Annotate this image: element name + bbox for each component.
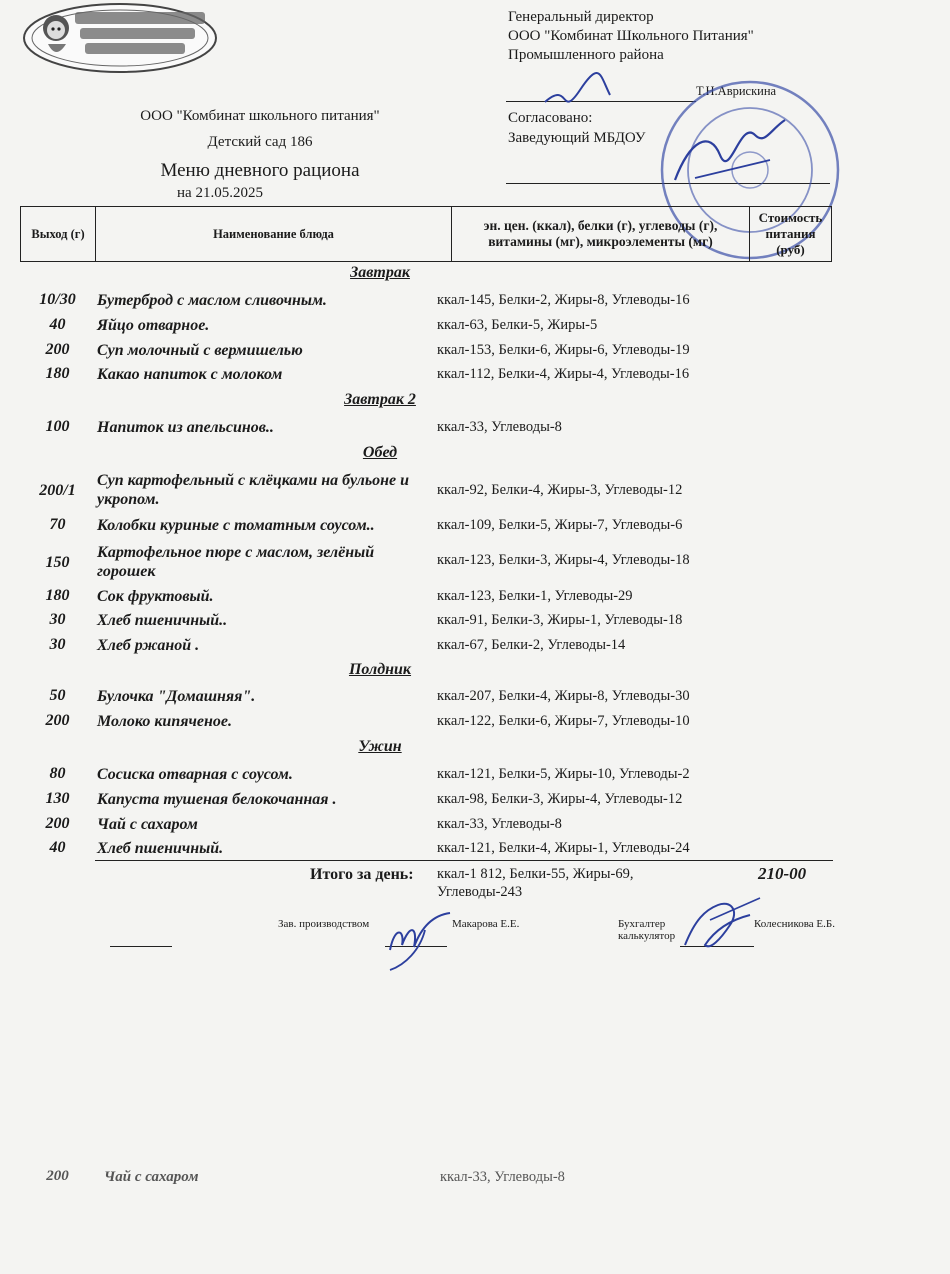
director-signature bbox=[540, 60, 800, 200]
item-output: 40 bbox=[49, 839, 66, 856]
item-nutrition: ккал-122, Белки-6, Жиры-7, Углеводы-10 bbox=[437, 713, 690, 729]
approve-line-2: ООО "Комбинат Школьного Питания" bbox=[508, 28, 754, 44]
item-name: Сок фруктовый. bbox=[97, 588, 214, 605]
header-cost: Стоимость питания (руб) bbox=[758, 210, 823, 257]
table-header bbox=[20, 206, 832, 262]
section-title: Полдник bbox=[348, 661, 412, 678]
item-name: Булочка "Домашняя". bbox=[97, 688, 256, 705]
ghost-output: 200 bbox=[46, 1168, 69, 1184]
item-name: Картофельное пюре с маслом, зелёный горошек bbox=[97, 544, 375, 580]
item-name: Суп молочный с вермишелью bbox=[97, 342, 303, 359]
kindergarten-name: Детский сад 186 bbox=[207, 134, 313, 150]
item-nutrition: ккал-145, Белки-2, Жиры-8, Углеводы-16 bbox=[437, 292, 690, 308]
item-nutrition: ккал-91, Белки-3, Жиры-1, Углеводы-18 bbox=[437, 612, 683, 628]
item-name: Хлеб пшеничный. bbox=[97, 840, 224, 857]
item-output: 200 bbox=[45, 815, 70, 832]
item-output: 100 bbox=[45, 418, 70, 435]
item-nutrition: ккал-207, Белки-4, Жиры-8, Углеводы-30 bbox=[437, 688, 690, 704]
section-title: Ужин bbox=[358, 738, 402, 755]
ghost-name: Чай с сахаром bbox=[104, 1169, 199, 1185]
section-title: Завтрак bbox=[350, 264, 410, 281]
item-name: Молоко кипяченое. bbox=[97, 713, 232, 730]
item-output: 200/1 bbox=[39, 482, 76, 499]
approval-block bbox=[508, 8, 754, 65]
item-nutrition: ккал-123, Белки-1, Углеводы-29 bbox=[437, 588, 633, 604]
item-name: Чай с сахаром bbox=[97, 816, 198, 833]
total-cost: 210-00 bbox=[758, 864, 807, 883]
item-output: 70 bbox=[49, 516, 66, 533]
item-nutrition: ккал-109, Белки-5, Жиры-7, Углеводы-6 bbox=[437, 517, 683, 533]
production-name: Макарова Е.Е. bbox=[452, 918, 520, 930]
item-name: Хлеб ржаной . bbox=[97, 637, 200, 654]
accountant-label bbox=[618, 918, 675, 942]
item-output: 180 bbox=[45, 365, 70, 382]
item-name: Бутерброд с маслом сливочным. bbox=[97, 292, 327, 309]
header-output: Выход (г) bbox=[21, 207, 96, 261]
item-name: Какао напиток с молоком bbox=[97, 366, 283, 383]
item-name: Колобки куриные с томатным соусом.. bbox=[97, 517, 375, 534]
item-name: Яйцо отварное. bbox=[97, 317, 210, 334]
item-nutrition: ккал-92, Белки-4, Жиры-3, Углеводы-12 bbox=[437, 482, 683, 498]
item-nutrition: ккал-123, Белки-3, Жиры-4, Углеводы-18 bbox=[437, 552, 690, 568]
item-name: Напиток из апельсинов.. bbox=[97, 419, 274, 436]
header-nutrition: эн. цен. (ккал), белки (г), углеводы (г), витамины (мг), микроэлементы (мг) bbox=[452, 207, 750, 261]
item-nutrition: ккал-121, Белки-5, Жиры-10, Углеводы-2 bbox=[437, 766, 690, 782]
item-output: 150 bbox=[45, 554, 70, 571]
accountant-signature bbox=[670, 890, 770, 965]
director-name: Т.Н.Аврискина bbox=[696, 84, 777, 98]
item-nutrition: ккал-98, Белки-3, Жиры-4, Углеводы-12 bbox=[437, 791, 683, 807]
item-output: 50 bbox=[49, 687, 66, 704]
item-name: Хлеб пшеничный.. bbox=[97, 612, 228, 629]
accountant-name: Колесникова Е.Б. bbox=[754, 918, 835, 930]
item-nutrition: ккал-153, Белки-6, Жиры-6, Углеводы-19 bbox=[437, 342, 690, 358]
item-output: 80 bbox=[49, 765, 66, 782]
item-output: 200 bbox=[45, 712, 70, 729]
total-divider bbox=[95, 860, 833, 861]
agreed-line-2: Заведующий МБДОУ bbox=[508, 130, 646, 146]
item-name: Сосиска отварная с соусом. bbox=[97, 766, 293, 783]
production-signature bbox=[380, 905, 460, 975]
item-output: 40 bbox=[49, 316, 66, 333]
item-nutrition: ккал-121, Белки-4, Жиры-1, Углеводы-24 bbox=[437, 840, 690, 856]
item-name: Капуста тушеная белокочанная . bbox=[97, 791, 337, 808]
item-nutrition: ккал-63, Белки-5, Жиры-5 bbox=[437, 317, 598, 333]
item-nutrition: ккал-33, Углеводы-8 bbox=[437, 816, 562, 832]
item-output: 10/30 bbox=[39, 291, 76, 308]
company-logo bbox=[20, 0, 220, 78]
org-name: ООО "Комбинат школьного питания" bbox=[140, 108, 380, 124]
ghost-nutrition: ккал-33, Углеводы-8 bbox=[440, 1169, 565, 1185]
item-output: 180 bbox=[45, 587, 70, 604]
section-title: Завтрак 2 bbox=[344, 391, 416, 408]
item-output: 130 bbox=[45, 790, 70, 807]
total-label: Итого за день: bbox=[310, 866, 414, 883]
item-output: 30 bbox=[49, 611, 66, 628]
item-nutrition: ккал-33, Углеводы-8 bbox=[437, 419, 562, 435]
item-nutrition: ккал-112, Белки-4, Жиры-4, Углеводы-16 bbox=[437, 366, 690, 382]
approve-line-1: Генеральный директор bbox=[508, 9, 654, 25]
item-output: 30 bbox=[49, 636, 66, 653]
production-label: Зав. производством bbox=[278, 918, 370, 930]
approve-line-3: Промышленного района bbox=[508, 47, 664, 63]
agreed-line-1: Согласовано: bbox=[508, 110, 593, 126]
section-title: Обед bbox=[362, 444, 398, 461]
menu-title: Меню дневного рациона bbox=[160, 160, 360, 181]
accountant-label-1: Бухгалтер bbox=[618, 918, 666, 930]
left-signature-line bbox=[110, 946, 172, 947]
item-name: Суп картофельный с клёцками на бульоне и укропом. bbox=[97, 472, 410, 508]
total-nutrition: ккал-1 812, Белки-55, Жиры-69, Углеводы-243 bbox=[437, 866, 634, 900]
header-dish-name: Наименование блюда bbox=[96, 207, 452, 261]
item-nutrition: ккал-67, Белки-2, Углеводы-14 bbox=[437, 637, 626, 653]
menu-date: на 21.05.2025 bbox=[177, 185, 263, 201]
item-output: 200 bbox=[45, 341, 70, 358]
accountant-label-2: калькулятор bbox=[618, 930, 676, 942]
